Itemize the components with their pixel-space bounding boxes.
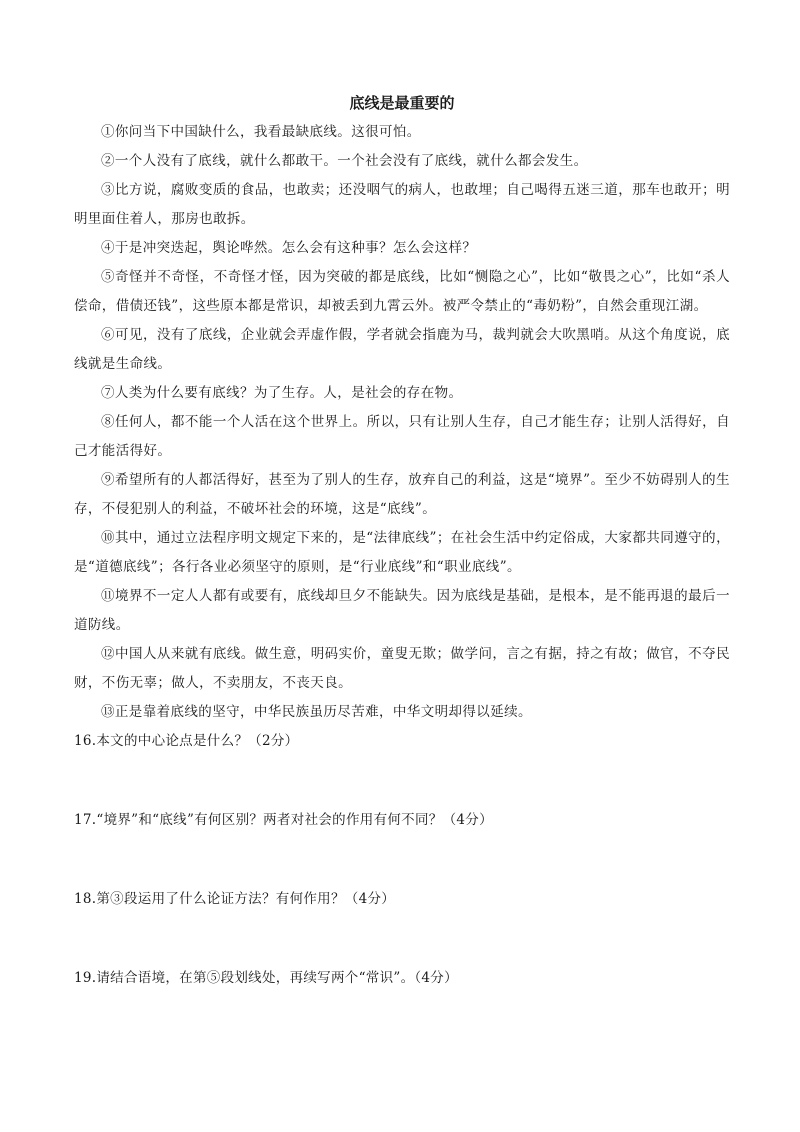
paragraph-5: ⑤奇怪并不奇怪，不奇怪才怪，因为突破的都是底线，比如“恻隐之心”，比如“敬畏之心”，比如“杀人偿命，借债还钱”，这些原本都是常识，却被丢到九霄云外。被严令禁止的“毒奶粉”，自然会重现江湖。 — [74, 269, 730, 314]
paragraph-10: ⑩其中，通过立法程序明文规定下来的，是“法律底线”；在社会生活中约定俗成，大家都共同遵守的，是“道德底线”；各行各业必须坚守的原则，是“行业底线”和“职业底线”。 — [74, 530, 730, 575]
question-19: 19.请结合语境，在第⑤段划线处，再续写两个“常识”。（4分） — [74, 970, 458, 986]
paragraph-6: ⑥可见，没有了底线，企业就会弄虚作假，学者就会指鹿为马，裁判就会大吹黑哨。从这个角度说，底线就是生命线。 — [74, 327, 730, 372]
answer-space-16 — [74, 756, 730, 806]
answer-space-17 — [74, 835, 730, 885]
paragraph-8: ⑧任何人，都不能一个人活在这个世界上。所以，只有让别人生存，自己才能生存；让别人活得好，自己才能活得好。 — [74, 414, 730, 459]
question-16: 16.本文的中心论点是什么？（2分） — [74, 733, 299, 749]
paragraph-12: ⑫中国人从来就有底线。做生意，明码实价，童叟无欺；做学问，言之有据，持之有故；做官，不夺民财，不伤无辜；做人，不卖朋友，不丧天良。 — [74, 646, 730, 691]
question-18: 18.第③段运用了什么论证方法？有何作用？（4分） — [74, 891, 396, 907]
question-17: 17.“境界”和“底线”有何区别？两者对社会的作用有何不同？（4分） — [74, 812, 493, 828]
answer-space-18 — [74, 914, 730, 964]
paragraph-7: ⑦人类为什么要有底线？为了生存。人，是社会的存在物。 — [101, 385, 463, 401]
paragraph-9: ⑨希望所有的人都活得好，甚至为了别人的生存，放弃自己的利益，这是“境界”。至少不妨碍别人的生存，不侵犯别人的利益，不破坏社会的环境，这是“底线”。 — [74, 472, 730, 517]
paragraph-13: ⑬正是靠着底线的坚守，中华民族虽历尽苦难，中华文明却得以延续。 — [101, 704, 532, 720]
paragraph-2: ②一个人没有了底线，就什么都敢干。一个社会没有了底线，就什么都会发生。 — [101, 153, 588, 169]
paragraph-4: ④于是冲突迭起，舆论哗然。怎么会有这种事？怎么会这样？ — [101, 240, 477, 256]
paragraph-1: ①你问当下中国缺什么，我看最缺底线。这很可怕。 — [101, 124, 421, 140]
exam-page — [74, 92, 730, 993]
article-title: 底线是最重要的 — [349, 94, 455, 112]
paragraph-11: ⑪境界不一定人人都有或要有，底线却旦夕不能缺失。因为底线是基础，是根本，是不能再退的最后一道防线。 — [74, 588, 730, 633]
paragraph-3: ③比方说，腐败变质的食品，也敢卖；还没咽气的病人，也敢埋；自己喝得五迷三道，那车也敢开；明明里面住着人，那房也敢拆。 — [74, 182, 730, 227]
